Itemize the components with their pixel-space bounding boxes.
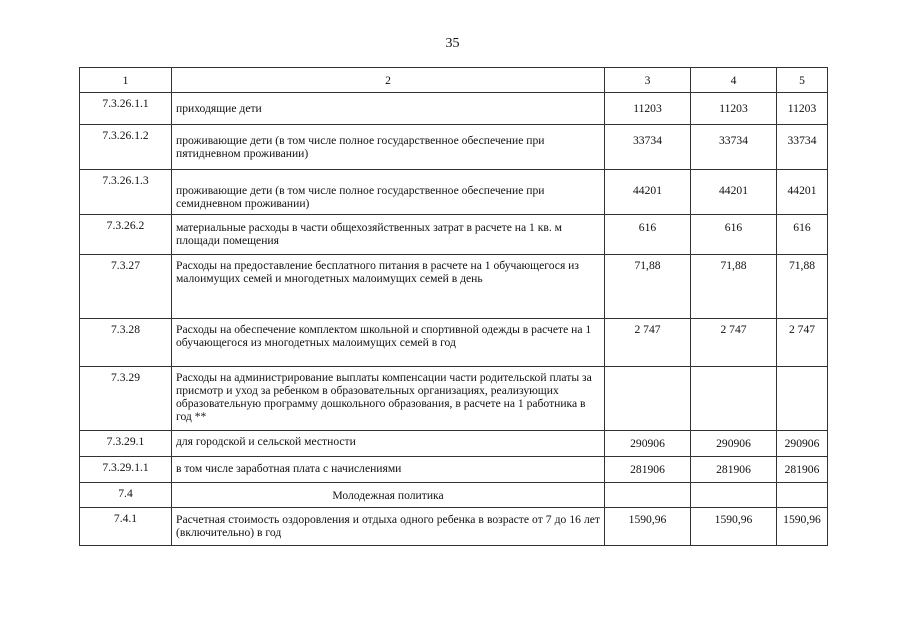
row-value-col5 <box>777 367 828 431</box>
row-value-col3: 44201 <box>605 170 691 215</box>
row-description: проживающие дети (в том числе полное государственное обеспечение при семидневном проживании) <box>172 170 605 215</box>
row-code: 7.3.29.1 <box>80 431 172 457</box>
header-col-5: 5 <box>777 68 828 93</box>
row-code: 7.3.29.1.1 <box>80 457 172 483</box>
row-code: 7.3.28 <box>80 319 172 367</box>
row-description: приходящие дети <box>172 93 605 125</box>
table-row <box>80 215 828 255</box>
row-value-col4 <box>691 483 777 508</box>
row-value-col3: 11203 <box>605 93 691 125</box>
row-value-col3: 616 <box>605 215 691 255</box>
header-col-4: 4 <box>691 68 777 93</box>
row-code: 7.3.26.1.1 <box>80 93 172 125</box>
row-description: проживающие дети (в том числе полное государственное обеспечение при пятидневном проживании) <box>172 125 605 170</box>
row-value-col5: 2 747 <box>777 319 828 367</box>
header-col-3: 3 <box>605 68 691 93</box>
table-row <box>80 367 828 431</box>
row-value-col5: 44201 <box>777 170 828 215</box>
row-value-col4: 1590,96 <box>691 508 777 546</box>
row-description: Расчетная стоимость оздоровления и отдыха одного ребенка в возрасте от 7 до 16 лет (включительно) в год <box>172 508 605 546</box>
row-code: 7.3.27 <box>80 255 172 319</box>
table-row <box>80 319 828 367</box>
table-row <box>80 125 828 170</box>
row-value-col3: 71,88 <box>605 255 691 319</box>
row-description: материальные расходы в части общехозяйственных затрат в расчете на 1 кв. м площади помещения <box>172 215 605 255</box>
row-value-col3: 290906 <box>605 431 691 457</box>
row-value-col3: 33734 <box>605 125 691 170</box>
row-value-col5: 71,88 <box>777 255 828 319</box>
row-value-col5: 281906 <box>777 457 828 483</box>
row-code: 7.4.1 <box>80 508 172 546</box>
table-row <box>80 255 828 319</box>
row-description: в том числе заработная плата с начислениями <box>172 457 605 483</box>
row-value-col5: 1590,96 <box>777 508 828 546</box>
row-value-col4: 71,88 <box>691 255 777 319</box>
row-value-col4 <box>691 367 777 431</box>
row-description: для городской и сельской местности <box>172 431 605 457</box>
header-col-1: 1 <box>80 68 172 93</box>
row-value-col3 <box>605 367 691 431</box>
row-value-col5: 33734 <box>777 125 828 170</box>
header-col-2: 2 <box>172 68 605 93</box>
row-value-col4: 11203 <box>691 93 777 125</box>
table-row <box>80 457 828 483</box>
row-value-col4: 616 <box>691 215 777 255</box>
row-value-col5: 616 <box>777 215 828 255</box>
section-row <box>80 483 828 508</box>
row-value-col5: 11203 <box>777 93 828 125</box>
row-value-col5 <box>777 483 828 508</box>
row-code: 7.3.29 <box>80 367 172 431</box>
row-description: Расходы на обеспечение комплектом школьной и спортивной одежды в расчете на 1 обучающегося из многодетных малоимущих семей в год <box>172 319 605 367</box>
row-code: 7.4 <box>80 483 172 508</box>
section-title: Молодежная политика <box>172 483 605 508</box>
row-code: 7.3.26.1.2 <box>80 125 172 170</box>
row-value-col4: 44201 <box>691 170 777 215</box>
page-number: 35 <box>445 36 460 51</box>
row-value-col3: 1590,96 <box>605 508 691 546</box>
table-row <box>80 170 828 215</box>
table-row <box>80 93 828 125</box>
row-description: Расходы на предоставление бесплатного питания в расчете на 1 обучающегося из малоимущих семей и многодетных малоимущих семей в день <box>172 255 605 319</box>
row-value-col4: 290906 <box>691 431 777 457</box>
row-value-col3: 2 747 <box>605 319 691 367</box>
row-description: Расходы на администрирование выплаты компенсации части родительской платы за присмотр и уход за ребенком в образовательных организациях, реализующих образовательную программу дошкольного образования, в расчете на 1 работника в год ** <box>172 367 605 431</box>
row-value-col4: 2 747 <box>691 319 777 367</box>
row-value-col5: 290906 <box>777 431 828 457</box>
table-row <box>80 431 828 457</box>
data-table <box>79 67 828 546</box>
row-value-col4: 281906 <box>691 457 777 483</box>
row-value-col3: 281906 <box>605 457 691 483</box>
row-code: 7.3.26.2 <box>80 215 172 255</box>
row-value-col4: 33734 <box>691 125 777 170</box>
table-row <box>80 508 828 546</box>
table-header-row <box>80 68 828 93</box>
row-code: 7.3.26.1.3 <box>80 170 172 215</box>
row-value-col3 <box>605 483 691 508</box>
